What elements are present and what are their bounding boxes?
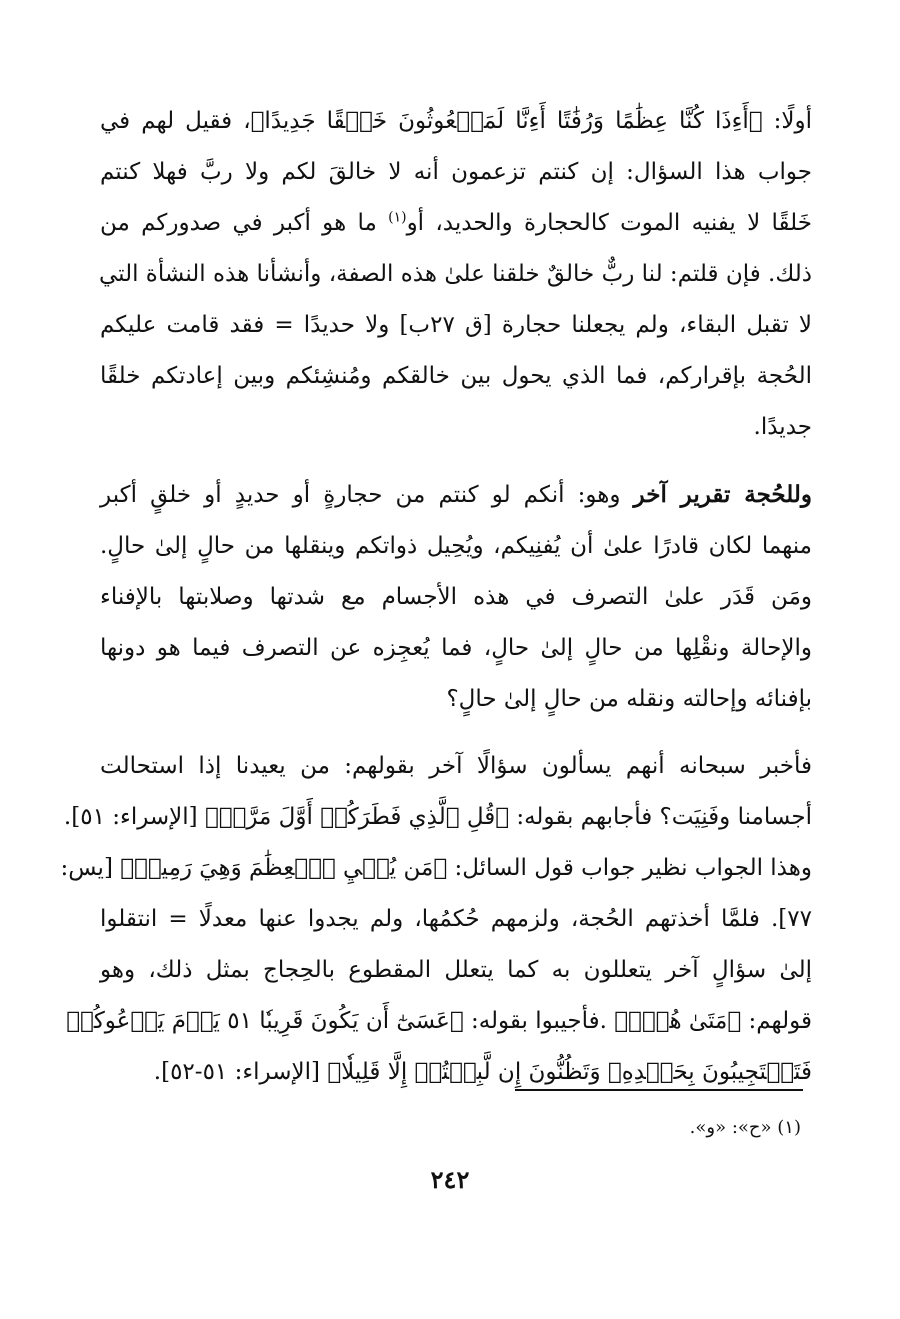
- paragraph-2: [100, 469, 812, 725]
- text-segment: وهو: أنكم لو كنتم من حجارةٍ أو حديدٍ أو خلقٍ أكبر: [100, 482, 634, 508]
- text-line: وهذا الجواب نظير جواب قول السائل: ﴿مَن يُحۡيِ ٱلۡعِظَٰمَ وَهِيَ رَمِيمٞ﴾ [يس:: [60, 855, 812, 881]
- paragraph-1: [100, 96, 812, 453]
- text-line: والإحالة ونقْلِها من حالٍ إلىٰ حالٍ، فما يُعجِزه عن التصرف فيما هو دونها: [100, 635, 812, 661]
- text-line: منهما لكان قادرًا علىٰ أن يُفنِيكم، ويُحِيل ذواتكم وينقلها من حالٍ إلىٰ حالٍ.: [100, 533, 812, 559]
- text-line: إلىٰ سؤالٍ آخر يتعللون به كما يتعلل المقطوع بالحِجاج بمثل ذلك، وهو: [100, 957, 812, 983]
- text-line: بإفنائه وإحالته ونقله من حالٍ إلىٰ حالٍ؟: [446, 686, 812, 712]
- bold-lead-phrase: وللحُجة تقرير آخر: [633, 481, 812, 508]
- text-line: أجسامنا وفَنِيَت؟ فأجابهم بقوله: ﴿قُلِ ٱلَّذِي فَطَرَكُمۡ أَوَّلَ مَرَّةٖ﴾ [الإسراء: ٥١].: [63, 804, 812, 830]
- footnote: (١) «ح»: «و».: [689, 1117, 801, 1138]
- footnote-divider: [515, 1089, 803, 1091]
- text-line: قولهم: ﴿مَتَىٰ هُوَۖ﴾ .فأجيبوا بقوله: ﴿عَسَىٰٓ أَن يَكُونَ قَرِيبٗا ٥١ يَوۡمَ يَدۡعُوكُمۡ: [66, 1008, 812, 1034]
- page-body: [60, 96, 812, 1098]
- text-segment: خَلقًا لا يفنيه الموت كالحجارة والحديد، أو: [406, 210, 812, 236]
- text-line: جديدًا.: [753, 414, 812, 440]
- text-line: فَتَسۡتَجِيبُونَ بِحَمۡدِهِۦ وَتَظُنُّونَ إِن لَّبِثۡتُمۡ إِلَّا قَلِيلٗا﴾ [الإسراء: ٥١-٥٢].: [153, 1059, 812, 1085]
- text-line: ذلك. فإن قلتم: لنا ربٌّ خالقٌ خلقنا علىٰ هذه الصفة، وأنشأنا هذه النشأة التي: [98, 261, 812, 287]
- text-line: أولًا: ﴿أَءِذَا كُنَّا عِظَٰمًا وَرُفَٰتًا أَءِنَّا لَمَبۡعُوثُونَ خَلۡقًا جَدِيدًا﴾، فقيل لهم في: [100, 108, 812, 134]
- text-line: لا تقبل البقاء، ولم يجعلنا حجارة [ق ٢٧ب] ولا حديدًا = فقد قامت عليكم: [100, 312, 812, 338]
- text-line: فأخبر سبحانه أنهم يسألون سؤالًا آخر بقولهم: من يعيدنا إذا استحالت: [100, 753, 812, 779]
- text-line: الحُجة بإقراركم، فما الذي يحول بين خالقكم ومُنشِئكم وبين إعادتكم خلقًا: [100, 363, 812, 389]
- text-line: ٧٧]. فلمَّا أخذتهم الحُجة، ولزمهم حُكمُها، ولم يجدوا عنها معدلًا = انتقلوا: [100, 906, 812, 932]
- footnote-reference[interactable]: (١): [388, 209, 407, 226]
- text-line: [100, 469, 812, 521]
- text-line: جواب هذا السؤال: إن كنتم تزعمون أنه لا خالقَ لكم ولا ربَّ فهلا كنتم: [100, 159, 812, 185]
- text-line: [100, 198, 812, 249]
- text-segment: ما هو أكبر في صدوركم من: [100, 210, 389, 236]
- paragraph-3: [60, 741, 812, 1098]
- page-number: ٢٤٢: [430, 1165, 470, 1194]
- text-line: ومَن قَدَر علىٰ التصرف في هذه الأجسام مع شدتها وصلابتها بالإفناء: [100, 584, 812, 610]
